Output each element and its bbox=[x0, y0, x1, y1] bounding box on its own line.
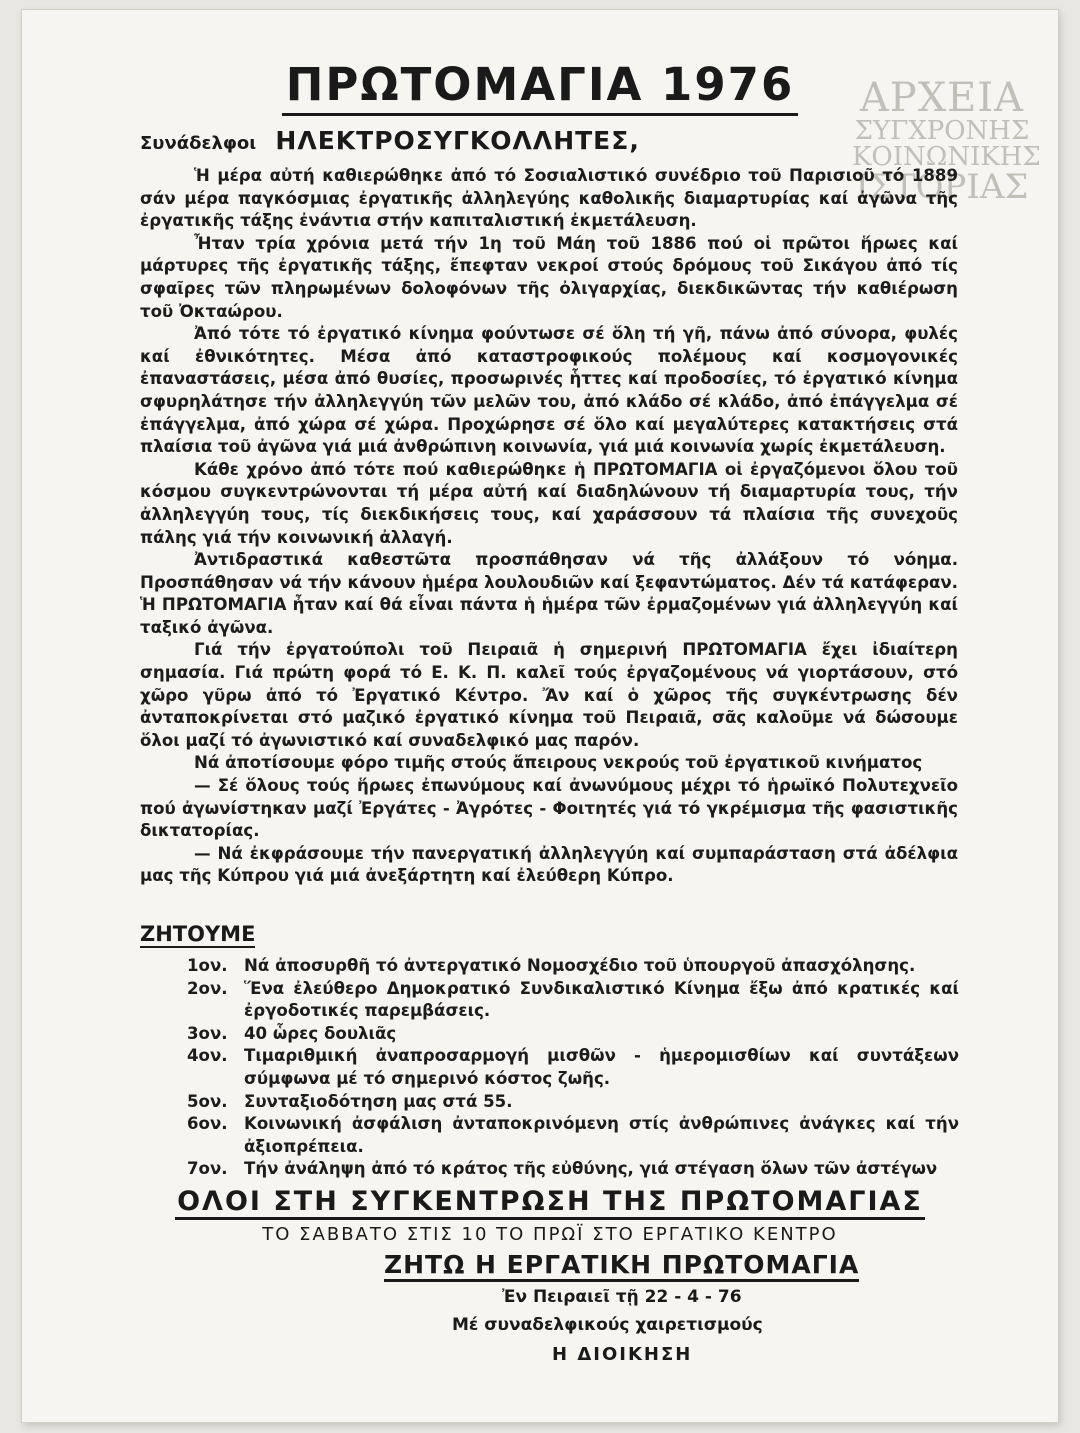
demand-number: 7ον. bbox=[187, 1159, 228, 1179]
paragraph: Νά ἀποτίσουμε φόρο τιμῆς στούς ἄπειρους νεκρούς τοῦ ἐργατικοῦ κινήματος bbox=[194, 753, 923, 773]
document-date: Ἐν Πειραιεῖ τῇ 22 - 4 - 76 bbox=[502, 1287, 742, 1307]
list-item bbox=[187, 1023, 959, 1046]
rally-text: ΟΛΟΙ ΣΤΗ ΣΥΓΚΕΝΤΡΩΣΗ ΤΗΣ ΠΡΩΤΟΜΑΓΙΑΣ bbox=[175, 1186, 925, 1220]
demand-number: 4ον. bbox=[187, 1046, 228, 1066]
body-text bbox=[140, 165, 958, 888]
rally-call bbox=[0, 1186, 1080, 1217]
demand-text: Κοινωνική ἀσφάλιση ἀνταποκρινόμενη στίς ἀνθρώπινες ἀνάγκες καί τήν ἀξιοπρέπεια. bbox=[244, 1114, 959, 1156]
demand-number: 5ον. bbox=[187, 1091, 228, 1111]
demand-number: 1ον. bbox=[187, 956, 228, 975]
demands-list bbox=[187, 955, 959, 1181]
paragraph: Ἀπό τότε τό ἐργατικό κίνημα φούντωσε σέ ὅλη τή γῆ, πάνω ἀπό σύνορα, φυλές καί ἐθνικότητες. Μέσα ἀπό καταστροφικούς πολέμους καί κοσμογονικές ἐπαναστάσεις, μέσα ἀπό θυσίες, προσωρινές ἧττες καί προδοσίες, τό ἐργατικό κίνημα σφυρηλάτησε τήν ἀλληλεγγύη τῶν μελῶν του, ἀπό κλάδο σέ κλάδο, ἀπό ἐπάγγελμα σέ ἐπάγγελμα, ἀπό χώρα σέ χώρα. Προχώρησε σέ ὅλο καί μεγαλύτερες κατακτήσεις στά πλαίσια τοῦ ἀγῶνα γιά μιά ἀνθρώπινη κοινωνία, γιά μιά κοινωνία χωρίς ἐκμετάλευση. bbox=[140, 324, 958, 457]
watermark-line: ΚΟΙΝΩΝΙΚΗΣ bbox=[852, 142, 1041, 172]
paragraph: Γιά τήν ἐργατούπολι τοῦ Πειραιᾶ ἡ σημερινή ΠΡΩΤΟΜΑΓΙΑ ἔχει ἰδιαίτερη σημασία. Γιά πρώτη φορά τό Ε. Κ. Π. καλεῖ τούς ἐργαζομένους νά γιορτάσουν, στό χῶρο γῦρω ἀπό τό Ἐργατικό Κέντρο. Ἄν καί ὁ χῶρος τῆς συγκέντρωσης δέν ἀνταποκρίνεται στό μαζικό ἐργατικό κίνημα τοῦ Πειραιᾶ, σᾶς καλοῦμε νά δώσουμε ὅλοι μαζί τό ἀγωνιστικό καί συναδελφικό μας παρόν. bbox=[140, 640, 958, 750]
demand-number: 6ον. bbox=[187, 1114, 228, 1134]
list-item bbox=[187, 1045, 959, 1090]
document-title bbox=[0, 58, 1080, 111]
paragraph: Κάθε χρόνο ἀπό τότε πού καθιερώθηκε ἡ ΠΡΩΤΟΜΑΓΙΑ οἱ ἐργαζόμενοι ὅλου τοῦ κόσμου συγκεντρώνονται τή μέρα αὐτή καί διαδηλώνουν τή διαμαρτυρία τους, τήν ἀλληλεγγύη τους, τίς διεκδικήσεις τους, καί χαράσσουν τά πλαίσια τῆς συνεχοῦς πάλης γιά τήν κοινωνική ἀλλαγή. bbox=[140, 459, 958, 547]
list-item bbox=[187, 978, 959, 1023]
greetings: Μέ συναδελφικούς χαιρετισμούς bbox=[452, 1315, 763, 1335]
paragraph: Ἡ μέρα αὐτή καθιερώθηκε ἀπό τό Σοσιαλιστικό συνέδριο τοῦ Παρισιοῦ τό 1889 σάν μέρα παγκόσμιας ἐργατικῆς ἀλληλεγύης καθολικῆς διαμαρτυρίας καί ἀγῶνα τῆς ἐργατικῆς τάξης ἐνάντια στήν καπιταλιστική ἐκμετάλευση. bbox=[140, 166, 958, 231]
demands-heading-text: ΖΗΤΟΥΜΕ bbox=[140, 922, 256, 946]
salutation-lead: Συνάδελφοι bbox=[140, 133, 257, 154]
paragraph: Ἀντιδραστικά καθεστῶτα προσπάθησαν νά τῆς ἀλλάξουν τό νόημα. Προσπάθησαν νά τήν κάνουν ἡμέρα λουλουδιῶν καί ξεφαντώματος. Δέν τά κατάφεραν. Ἡ ΠΡΩΤΟΜΑΓΙΑ ἦταν καί θά εἶναι πάντα ἡ ἡμέρα τῶν ἐρμαζομένων γιά ἀλληλεγγύη καί ταξικό ἀγῶνα. bbox=[140, 550, 958, 637]
demand-number: 2ον. bbox=[187, 978, 228, 998]
watermark-line: ΣΥΓΧΡΟΝΗΣ bbox=[854, 116, 1030, 146]
list-item bbox=[187, 1091, 959, 1114]
demand-text: Ἕνα ἐλεύθερο Δημοκρατικό Συνδικαλιστικό Κίνημα ἔξω ἀπό κρατικές καί ἐργοδοτικές παρεμβάσεις. bbox=[244, 978, 959, 1021]
demand-text: Συνταξιοδότηση μας στά 55. bbox=[244, 1091, 513, 1111]
demand-text: Τήν ἀνάληψη ἀπό τό κράτος τῆς εὐθύνης, γιά στέγαση ὅλων τῶν ἀστέγων bbox=[244, 1159, 938, 1179]
salutation bbox=[140, 126, 640, 155]
event-time-place: ΤΟ ΣΑΒΒΑΤΟ ΣΤΙΣ 10 ΤΟ ΠΡΩΪ ΣΤΟ ΕΡΓΑΤΙΚΟ ΚΕΝΤΡΟ bbox=[262, 1224, 838, 1245]
list-item bbox=[187, 1113, 959, 1158]
paragraph: — Σέ ὅλους τούς ἥρωες ἐπωνύμους καί ἀνωνύμους μέχρι τό ἡρωϊκό Πολυτεχνεῖο πού ἀγωνίστηκαν μαζί Ἐργάτες - Ἀγρότες - Φοιτητές γιά τό γκρέμισμα τῆς φασιστικῆς δικτατορίας. bbox=[140, 776, 958, 841]
demand-number: 3ον. bbox=[187, 1023, 228, 1043]
demand-text: Τιμαριθμική ἀναπροσαρμογή μισθῶν - ἡμερομισθίων καί συντάξεων σύμφωνα μέ τό σημερινό κόστος ζωῆς. bbox=[244, 1046, 959, 1088]
paragraph: — Νά ἐκφράσουμε τήν πανεργατική ἀλληλεγγύη καί συμπαράσταση στά ἀδέλφια μας τῆς Κύπρου γιά μιά ἀνεξάρτητη καί ἐλεύθερη Κύπρο. bbox=[140, 843, 958, 886]
closing-slogan-text: ΖΗΤΩ Η ΕΡΓΑΤΙΚΗ ΠΡΩΤΟΜΑΓΙΑ bbox=[384, 1250, 859, 1282]
list-item bbox=[187, 955, 959, 978]
watermark-line: ΙΣΤΟΡΙΑΣ bbox=[855, 167, 1029, 207]
watermark-line: ΑΡΧΕΙΑ bbox=[859, 75, 1025, 121]
signature: Η ΔΙΟΙΚΗΣΗ bbox=[552, 1344, 693, 1365]
closing-slogan bbox=[384, 1250, 859, 1279]
salutation-trade: ΗΛΕΚΤΡΟΣΥΓΚΟΛΛΗΤΕΣ, bbox=[275, 126, 640, 155]
title-text: ΠΡΩΤΟΜΑΓΙΑ 1976 bbox=[282, 58, 799, 116]
demands-heading bbox=[140, 922, 255, 946]
demand-text: Νά ἀποσυρθῆ τό ἀντεργατικό Νομοσχέδιο τοῦ ὑπουργοῦ ἀπασχόλησης. bbox=[244, 956, 916, 975]
list-item bbox=[187, 1158, 959, 1181]
paragraph: Ἦταν τρία χρόνια μετά τήν 1η τοῦ Μάη τοῦ 1886 πού οἱ πρῶτοι ἥρωες καί μάρτυρες τῆς ἐργατικῆς τάξης, ἔπεφταν νεκροί στούς δρόμους τοῦ Σικάγου ἀπό τίς σφαῖρες τῶν πληρωμένων δολοφόνων τῆς ὀλιγαρχίας, διεκδικῶντας τήν καθιέρωση τοῦ Ὀκταώρου. bbox=[140, 233, 958, 321]
demand-text: 40 ὧρες δουλιᾶς bbox=[244, 1023, 397, 1043]
